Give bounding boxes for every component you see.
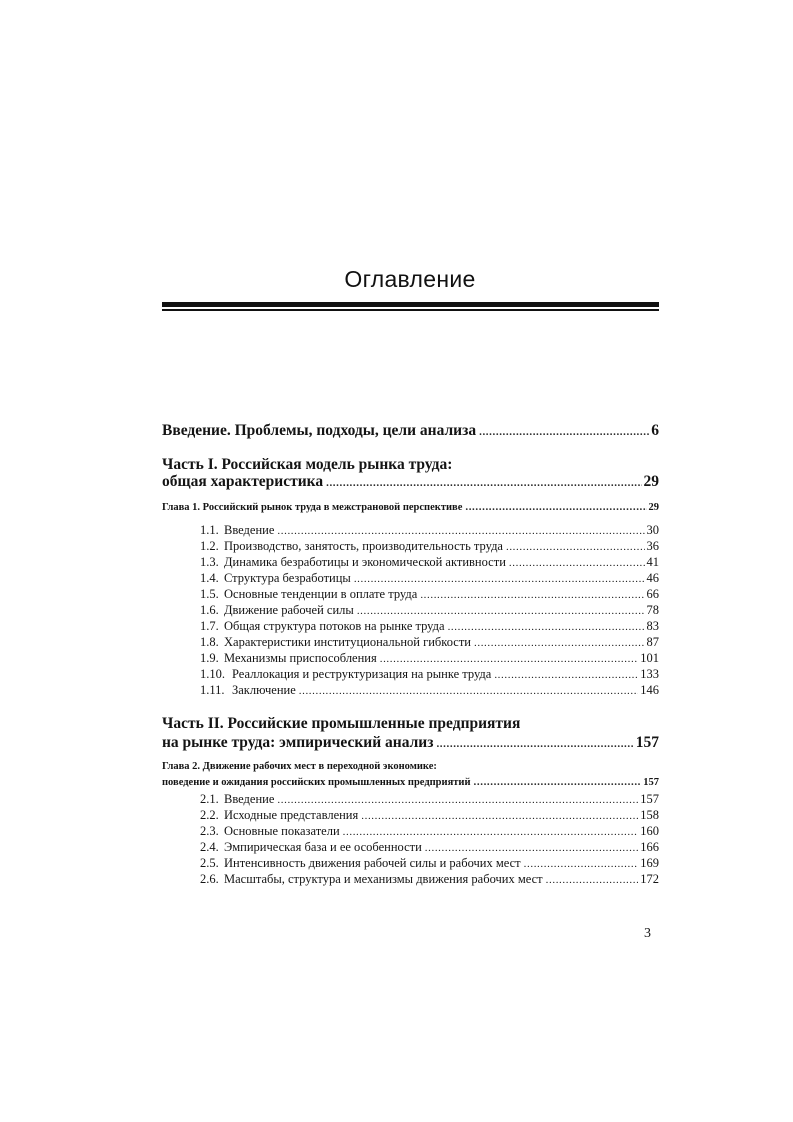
toc-entry-label: Производство, занятость, производительность труда: [224, 539, 503, 553]
leader-dots: [299, 686, 639, 697]
page-number: 3: [644, 926, 651, 941]
section-number: 1.4.: [200, 571, 219, 585]
toc-entry-section[interactable]: [200, 524, 659, 537]
leader-dots: [343, 827, 639, 838]
leader-dots: [546, 875, 639, 886]
toc-page-number: 46: [646, 571, 659, 585]
toc-entry-label: Реаллокация и реструктуризация на рынке труда: [232, 667, 492, 681]
toc-page-number: 157: [643, 777, 659, 788]
section-number: 1.5.: [200, 587, 219, 601]
chapter-2-title-line-1[interactable]: Глава 2. Движение рабочих мест в переходной экономике:: [162, 761, 437, 772]
toc-entry-label: общая характеристика: [162, 473, 324, 490]
toc-page-number: 30: [646, 523, 659, 537]
toc-page-number: 36: [646, 539, 659, 553]
section-number: 2.6.: [200, 872, 219, 886]
page-title: Оглавление: [344, 266, 476, 292]
toc-page-number: 78: [646, 603, 659, 617]
toc-entry-label: Введение: [224, 792, 275, 806]
toc-entry-section[interactable]: [200, 572, 659, 585]
toc-page-number: 146: [640, 683, 659, 697]
toc-page-number: 133: [640, 667, 659, 681]
leader-dots: [474, 777, 642, 788]
toc-entry-label: Исходные представления: [224, 808, 359, 822]
section-number: 1.8.: [200, 635, 219, 649]
leader-dots: [326, 478, 641, 489]
section-number: 1.10.: [200, 667, 225, 681]
toc-entry-section[interactable]: [200, 841, 659, 854]
title-rule-thick: [162, 302, 659, 307]
leader-dots: [425, 843, 638, 854]
toc-entry-section[interactable]: [200, 873, 659, 886]
toc-entry-label: Введение: [224, 523, 275, 537]
leader-dots: [506, 542, 645, 553]
toc-page-number: 41: [646, 555, 659, 569]
toc-entry-label: Интенсивность движения рабочей силы и рабочих мест: [224, 856, 521, 870]
toc-entry-section[interactable]: [200, 809, 659, 822]
toc-page-number: 87: [646, 635, 659, 649]
leader-dots: [277, 526, 644, 537]
toc-entry-label: Общая структура потоков на рынке труда: [224, 619, 445, 633]
section-number: 2.4.: [200, 840, 219, 854]
toc-page-number: 160: [640, 824, 659, 838]
section-number: 1.2.: [200, 539, 219, 553]
toc-entry-label: Глава 1. Российский рынок труда в межстрановой перспективе: [162, 502, 463, 513]
toc-entry-label: Основные показатели: [224, 824, 340, 838]
toc-entry-chapter-2[interactable]: [162, 777, 659, 789]
toc-page-number: 158: [640, 808, 659, 822]
section-number: 2.5.: [200, 856, 219, 870]
toc-entry-label: Введение. Проблемы, подходы, цели анализа: [162, 422, 477, 439]
toc-entry-section[interactable]: [200, 588, 659, 601]
toc-page-number: 157: [640, 792, 659, 806]
toc-page-number: 29: [648, 502, 659, 513]
toc-entry-part-1[interactable]: [162, 474, 659, 490]
toc-entry-label: Структура безработицы: [224, 571, 351, 585]
section-number: 1.11.: [200, 683, 225, 697]
toc-entry-label: Эмпирическая база и ее особенности: [224, 840, 422, 854]
leader-dots: [448, 622, 645, 633]
leader-dots: [465, 502, 646, 513]
toc-entry-section[interactable]: [200, 540, 659, 553]
leader-dots: [509, 558, 645, 569]
toc-page-number: 172: [640, 872, 659, 886]
toc-page-number: 6: [651, 422, 659, 439]
toc-entry-section[interactable]: [200, 652, 659, 665]
toc-page-number: 157: [635, 734, 659, 751]
part-1-title-line-1[interactable]: Часть I. Российская модель рынка труда:: [162, 456, 453, 473]
leader-dots: [357, 606, 645, 617]
toc-entry-section[interactable]: [200, 825, 659, 838]
leader-dots: [354, 574, 645, 585]
toc-entry-section[interactable]: [200, 636, 659, 649]
toc-entry-part-2[interactable]: [162, 735, 659, 751]
toc-page-number: 169: [640, 856, 659, 870]
section-number: 1.9.: [200, 651, 219, 665]
toc-entry-label: Механизмы приспособления: [224, 651, 377, 665]
section-number: 1.6.: [200, 603, 219, 617]
section-number: 1.1.: [200, 523, 219, 537]
toc-page-number: 29: [643, 473, 659, 490]
toc-entry-label: Основные тенденции в оплате труда: [224, 587, 418, 601]
section-number: 2.3.: [200, 824, 219, 838]
toc-entry-label: Характеристики институциональной гибкости: [224, 635, 471, 649]
leader-dots: [479, 427, 649, 438]
toc-entry-section[interactable]: [200, 857, 659, 870]
toc-entry-label: Динамика безработицы и экономической активности: [224, 555, 506, 569]
toc-entry-section[interactable]: [200, 668, 659, 681]
section-number: 2.2.: [200, 808, 219, 822]
toc-entry-label: поведение и ожидания российских промышленных предприятий: [162, 777, 471, 788]
title-rule-thin: [162, 309, 659, 311]
toc-entry-label: Масштабы, структура и механизмы движения рабочих мест: [224, 872, 543, 886]
leader-dots: [474, 638, 645, 649]
toc-entry-section[interactable]: [200, 556, 659, 569]
toc-entry-section[interactable]: [200, 620, 659, 633]
toc-page-number: 66: [646, 587, 659, 601]
leader-dots: [420, 590, 644, 601]
toc-page-number: 83: [646, 619, 659, 633]
toc-entry-section[interactable]: [200, 684, 659, 697]
leader-dots: [361, 811, 638, 822]
toc-entry-section[interactable]: [200, 604, 659, 617]
part-2-title-line-1[interactable]: Часть II. Российские промышленные предприятия: [162, 715, 521, 732]
toc-entry-label: Движение рабочей силы: [224, 603, 354, 617]
leader-dots: [524, 859, 639, 870]
leader-dots: [436, 739, 633, 750]
toc-entry-label: Заключение: [232, 683, 296, 697]
section-number: 2.1.: [200, 792, 219, 806]
toc-entry-section[interactable]: [200, 793, 659, 806]
toc-entry-introduction[interactable]: [162, 423, 659, 439]
toc-entry-chapter-1[interactable]: [162, 502, 659, 514]
section-number: 1.7.: [200, 619, 219, 633]
section-number: 1.3.: [200, 555, 219, 569]
leader-dots: [494, 670, 638, 681]
toc-entry-label: на рынке труда: эмпирический анализ: [162, 734, 434, 751]
toc-page-number: 166: [640, 840, 659, 854]
toc-page-number: 101: [640, 651, 659, 665]
leader-dots: [380, 654, 639, 665]
leader-dots: [277, 795, 638, 806]
